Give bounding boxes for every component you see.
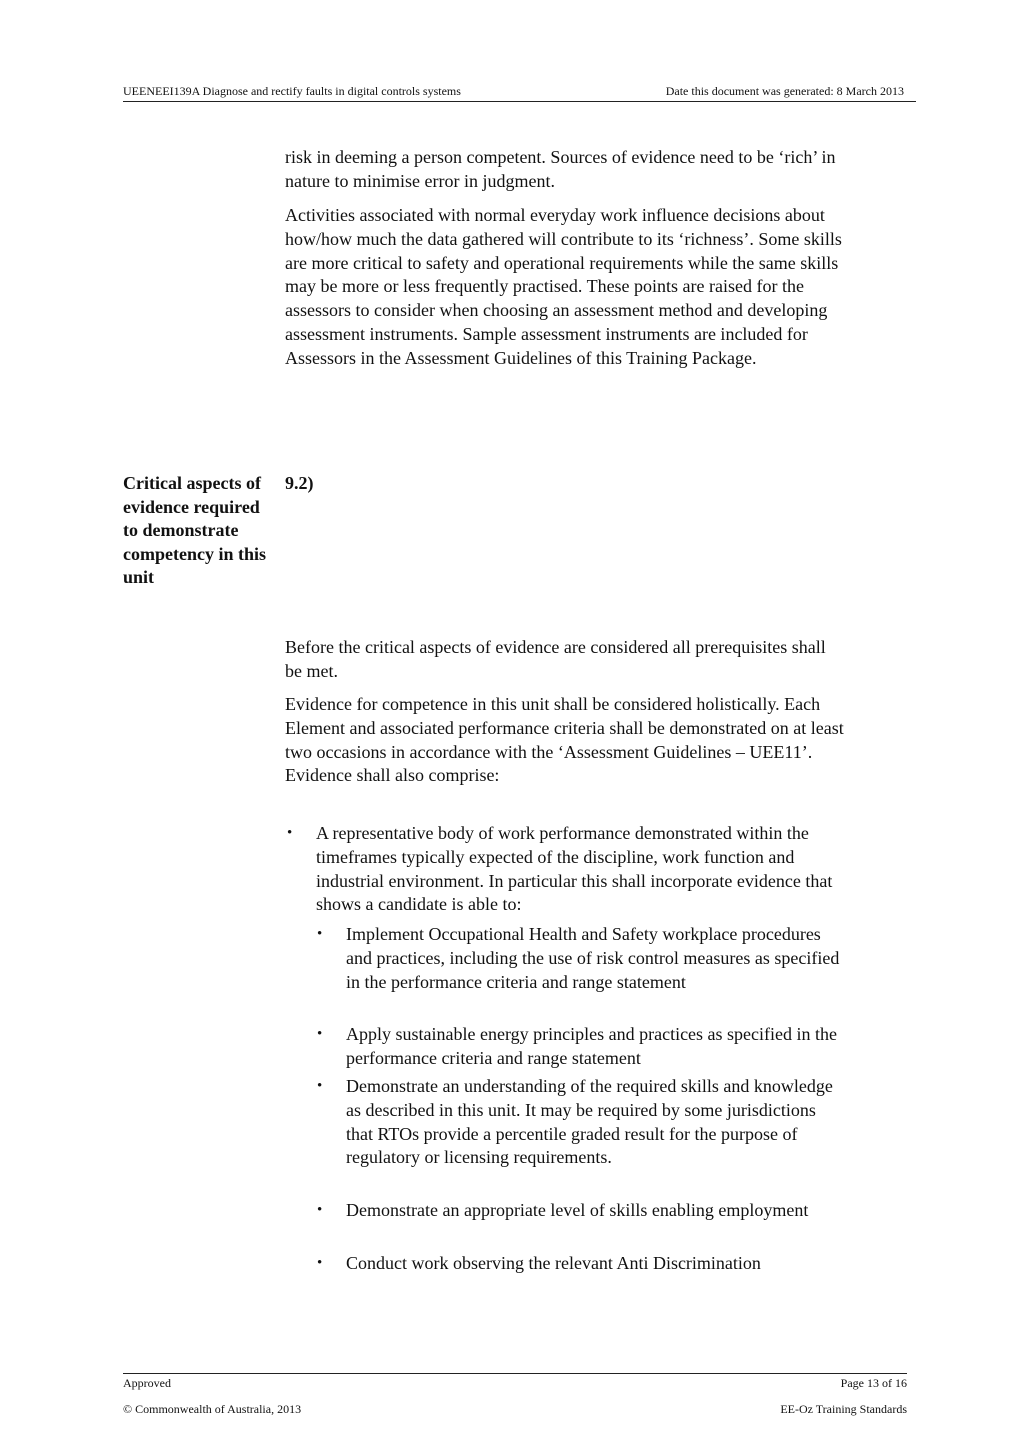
- list-item-body-of-work: [287, 822, 836, 917]
- page-header: [123, 84, 916, 102]
- header-unit-title: UEENEEI139A Diagnose and rectify faults in digital controls systems: [123, 84, 461, 98]
- bullet: •: [317, 926, 323, 942]
- sub-list-item-text: Implement Occupational Health and Safety workplace procedures and practices, including the use of risk control measures as specified in the performance criteria and range statement: [346, 924, 840, 992]
- bullet: •: [317, 1026, 323, 1042]
- bullet: •: [287, 825, 293, 841]
- sub-list-item-sustainable-energy: [317, 1023, 841, 1071]
- sub-list-item-text: Apply sustainable energy principles and practices as specified in the performance criteria and range statement: [346, 1024, 838, 1068]
- sub-list-item-skills-employment: [317, 1199, 841, 1223]
- sub-list-item-text: Demonstrate an appropriate level of skills enabling employment: [346, 1200, 809, 1220]
- paragraph-evidence-risk: risk in deeming a person competent. Sources of evidence need to be ‘rich’ in nature to minimise error in judgment.: [285, 147, 836, 191]
- footer-row-top: [123, 1376, 907, 1391]
- paragraph-holistic-evidence: Evidence for competence in this unit shall be considered holistically. Each Element and associated performance criteria shall be demonstrated on at least two occasions in accordance with the ‘Assessment Guidelines – UEE11’. Evidence shall also comprise:: [285, 694, 844, 786]
- paragraph-prerequisites: Before the critical aspects of evidence are considered all prerequisites shall be met.: [285, 637, 826, 681]
- paragraph-activities: Activities associated with normal everyday work influence decisions about how/how much the data gathered will contribute to its ‘richness’. Some skills are more critical to safety and operational requirements while the same skills may be more or less frequently practised. These points are raised for the assessors to consider when choosing an assessment method and developing assessment instruments. Sample assessment instruments are included for Assessors in the Assessment Guidelines of this Training Package.: [285, 205, 842, 368]
- list-item-text: A representative body of work performance demonstrated within the timeframes typically expected of the discipline, work function and industrial environment. In particular this shall incorporate evidence that shows a candidate is able to:: [316, 823, 833, 915]
- sub-list-item-anti-discrimination: [317, 1252, 841, 1276]
- bullet: •: [317, 1078, 323, 1094]
- sub-list-item-understanding: [317, 1075, 841, 1170]
- footer-row-bottom: [123, 1402, 907, 1417]
- footer-organisation: EE-Oz Training Standards: [780, 1402, 907, 1416]
- footer-page-number: Page 13 of 16: [840, 1376, 907, 1390]
- sub-list-item-ohs: [317, 923, 841, 994]
- section-label-critical-aspects: Critical aspects of evidence required to demonstrate competency in this unit: [123, 473, 266, 588]
- header-date: Date this document was generated: 8 March 2013: [665, 84, 904, 98]
- sub-list-item-text: Demonstrate an understanding of the required skills and knowledge as described in this unit. It may be required by some jurisdictions that RTOs provide a percentile graded result for the purpose of regulatory or licensing requirements.: [346, 1076, 833, 1168]
- sub-list-item-text: Conduct work observing the relevant Anti Discrimination: [346, 1253, 761, 1273]
- bullet: •: [317, 1202, 323, 1218]
- footer-copyright: © Commonwealth of Australia, 2013: [123, 1402, 302, 1416]
- section-number: 9.2): [285, 473, 314, 493]
- footer-divider: [123, 1373, 907, 1374]
- footer-approved: Approved: [123, 1376, 171, 1390]
- bullet: •: [317, 1255, 323, 1271]
